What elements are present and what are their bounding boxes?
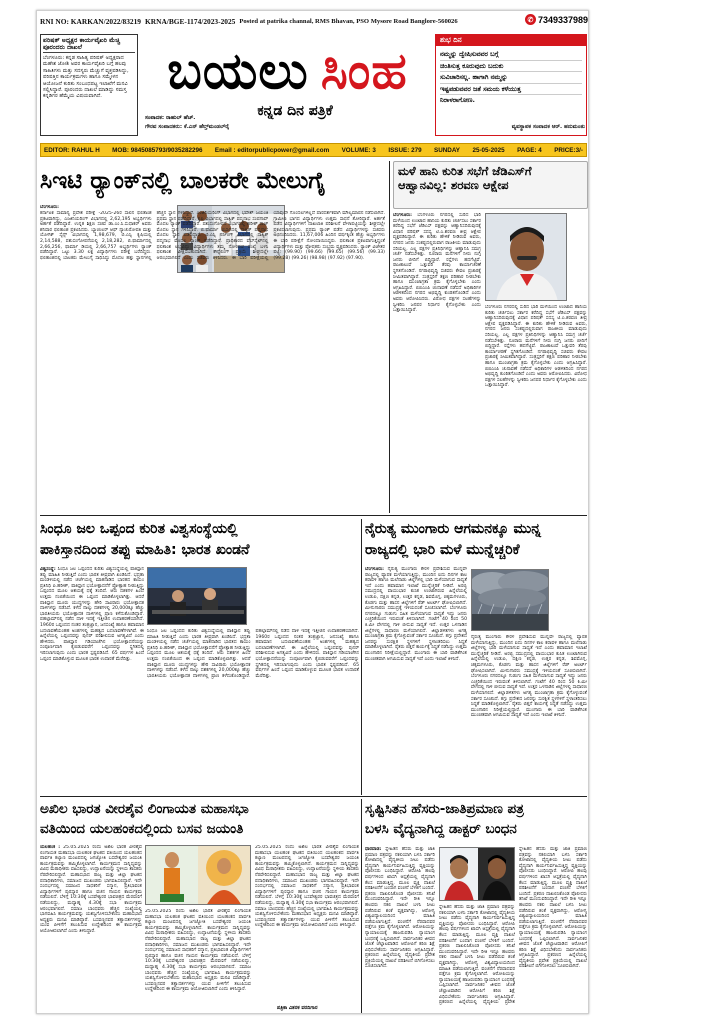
thought-line: ಚಿಂತಿಸುತ್ತ ಕೂರುವುದು ಬದುಕು: [440, 61, 582, 73]
newspaper-logo: [145, 39, 430, 105]
logo-word-red: ಸಿಂಹ: [320, 42, 408, 101]
jds-story-text: ಬೆಂಗಳೂರು ನಗರದಲ್ಲಿ ಸುರಿದ ಭಾರಿ ಮಳೆಯಿಂದ ಉಂಟಾದ ಹಾನಿಯ ಕುರಿತು ಚರ್ಚಿಸಲು ಸರ್ಕಾರ ಕರೆದಿದ್ದ ಸಭೆಗೆ ಜೆಡಿಎಸ್ ಪಕ್ಷವನ್ನು ಆಹ್ವಾನಿಸದಿರುವುದಕ್ಕೆ ವಿಧಾನ ಪರಿಷತ್ ಸದಸ್ಯ ಟಿ.ಎ.ಶರವಣ ತೀವ್ರ ಆಕ್ಷೇಪ ವ್ಯಕ್ತಪಡಿಸಿದ್ದಾರೆ. ಈ ಕುರಿತು ಹೇಳಿಕೆ ನೀಡಿರುವ ಅವರು, ನಗರದ ಜನರು ಸಂಕಷ್ಟದಲ್ಲಿರುವಾಗ ರಾಜಕೀಯ ಮಾಡುವುದು ಸರಿಯಲ್ಲ. ಎಲ್ಲ ಪಕ್ಷಗಳ ಪ್ರತಿನಿಧಿಗಳನ್ನು ಆಹ್ವಾನಿಸಿ ಸಮಗ್ರ ಚರ್ಚೆ ನಡೆಸಬೇಕಿತ್ತು. ನೂರಾರು ಮನೆಗಳಿಗೆ ನೀರು ನುಗ್ಗಿ ಜನರು ಬೀದಿಗೆ ಬಿದ್ದಿದ್ದಾರೆ. ರಸ್ತೆಗಳು ಹದಗೆಟ್ಟಿವೆ. ರಾಜಕಾಲುವೆ ಒತ್ತುವರಿ ತೆರವು ಕಾರ್ಯಾಚರಣೆ ಸ್ಥಗಿತಗೊಂಡಿದೆ. ನಗರಾಭಿವೃದ್ಧಿ ಸಚಿವರು ಕೇವಲ ಪ್ರಚಾರಕ್ಕೆ ಸೀಮಿತವಾಗಿದ್ದಾರೆ. ಸಂತ್ರಸ್ತರಿಗೆ ತಕ್ಷಣ ಪರಿಹಾರ ನೀಡಬೇಕು ಹಾಗೂ ಮುಂಜಾಗ್ರತಾ ಕ್ರಮ ಕೈಗೊಳ್ಳಬೇಕು ಎಂದು ಆಗ್ರಹಿಸಿದ್ದಾರೆ. ಬಿಬಿಎಂಪಿ ಚುನಾವಣೆ ನಡೆಸದೆ ಅಧಿಕಾರಿಗಳ ಆಡಳಿತದಿಂದ ನಗರದ ಅಭಿವೃದ್ಧಿ ಕುಂಠಿತಗೊಂಡಿದೆ ಎಂದು ಅವರು ಆರೋಪಿಸಿದರು. ವಿರೋಧ ಪಕ್ಷಗಳ ಸಲಹೆಗಳನ್ನು ಸ್ವೀಕರಿಸಿ ಜನಪರ ನಿರ್ಧಾರ ಕೈಗೊಳ್ಳಬೇಕು ಎಂದು ಒತ್ತಾಯಿಸಿದ್ದಾರೆ.: [393, 213, 481, 314]
honorary-editor: ಗೌರವ ಸಂಪಾದಕರು: ಕೆ.ಎನ್ ಹೆಲ್ತ್‌ಮಂಡಲ್‌ರೈ: [145, 124, 230, 130]
cet-dateline: ಬೆಂಗಳೂರು:: [40, 205, 59, 210]
basava-story-text-cont: 25.05.2025 ರಂದು ಅಖಿಲ ಭಾರತ ವೀರಶೈವ ಲಿಂಗಾಯತ ಮಹಾಸಭಾ ಯಲಹಂಕ ಘಟಕದ ವತಿಯಿಂದ ಯಲಹಂಕದ ಪಾರ್ವತಿ ಕಲ್ಯಾಣ ಮಂಟಪದಲ್ಲಿ ಜಗಜ್ಯೋತಿ ಬಸವೇಶ್ವರರ ಜಯಂತಿ ಕಾರ್ಯಕ್ರಮವನ್ನು ಹಮ್ಮಿಕೊಳ್ಳಲಾಗಿದೆ. ಕಾರ್ಯಕ್ರಮದ ಸಾನ್ನಿಧ್ಯವನ್ನು ವಿವಿಧ ಮಠಾಧೀಶರು ವಹಿಸಲಿದ್ದು, ಉದ್ಘಾಟನೆಯನ್ನು ಸ್ಥಳೀಯ ಶಾಸಕರು ನೆರವೇರಿಸಲಿದ್ದಾರೆ. ಮಹಾಸಭಾದ ರಾಜ್ಯ ಮತ್ತು ಜಿಲ್ಲಾ ಘಟಕದ ಪದಾಧಿಕಾರಿಗಳು, ಸಮಾಜದ ಮುಖಂಡರು ಭಾಗವಹಿಸಲಿದ್ದಾರೆ. ಇದೇ ಸಂದರ್ಭದಲ್ಲಿ ಸಮಾಜದ ಸಾಧಕರಿಗೆ ಸನ್ಮಾನ, ಪ್ರತಿಭಾವಂತ ವಿದ್ಯಾರ್ಥಿಗಳಿಗೆ ಪುರಸ್ಕಾರ ಹಾಗೂ ವಚನ ಗಾಯನ ಕಾರ್ಯಕ್ರಮ ನಡೆಯಲಿದೆ. ಬೆಳಿಗ್ಗೆ 10:30ಕ್ಕೆ ಬಸವೇಶ್ವರರ ಭಾವಚಿತ್ರದ ಮೆರವಣಿಗೆ ನಡೆಯಲಿದ್ದು, ಮಧ್ಯಾಹ್ನ 4.30ಕ್ಕೆ ಸಭಾ ಕಾರ್ಯಕ್ರಮ ಆರಂಭವಾಗಲಿದೆ. ಸಮಾಜ ಬಾಂಧವರು ಹೆಚ್ಚಿನ ಸಂಖ್ಯೆಯಲ್ಲಿ ಭಾಗವಹಿಸಿ ಕಾರ್ಯಕ್ರಮವನ್ನು ಯಶಸ್ವಿಗೊಳಿಸಬೇಕೆಂದು ಮಹಾಸಭಾದ ಅಧ್ಯಕ್ಷರು ಮನವಿ ಮಾಡಿದ್ದಾರೆ. ಬಸವಣ್ಣನವರ ತತ್ವಾದರ್ಶಗಳನ್ನು ಯುವ ಪೀಳಿಗೆಗೆ ತಲುಪಿಸುವ ಉದ್ದೇಶದಿಂದ ಈ ಕಾರ್ಯಕ್ರಮ ಆಯೋಜಿಸಲಾಗಿದೆ ಎಂದು ತಿಳಿಸಿದ್ದಾರೆ.: [145, 909, 251, 993]
cet-story-text: ಕರ್ನಾಟಕ ಸಾಮಾನ್ಯ ಪ್ರವೇಶ ಪರೀಕ್ಷೆ -2025-26ರ ಸಾಲಿನ ಫಲಿತಾಂಶ ಪ್ರಕಟವಾಗಿದ್ದು, ಎಂಜಿನಿಯರಿಂಗ್ ವಿಭಾಗದಲ್ಲಿ 2,62,195 ಅಭ್ಯರ್ಥಿಗಳು ಅರ್ಹತೆ ಪಡೆದಿದ್ದಾರೆ. ಉನ್ನತ ಶಿಕ್ಷಣ ಸಚಿವ ಡಾ.ಎಂ.ಸಿ.ಸುಧಾಕರ್ ಅವರು ಶನಿವಾರ ಫಲಿತಾಂಶ ಪ್ರಕಟಿಸಿದರು. ಬ್ಯಾಚುಲರ್ ಆಫ್ ನ್ಯಾಚುರೋಪತಿ ಮತ್ತು ಯೋಗಿಕ್ ಸೈನ್ಸ್ ವಿಭಾಗದಲ್ಲಿ 1,98,679, ಬಿ.ಎಸ್ಸಿ ಕೃಷಿಯಲ್ಲಿ 2,14,588, ಪಶುಸಂಗೋಪನೆಯಲ್ಲಿ 2,18,282, ಬಿ.ಫಾರ್ಮಾದಲ್ಲಿ 2,66,256, ಫಾರ್ಮಾ ಡಿಯಲ್ಲಿ 2,66,757 ಅಭ್ಯರ್ಥಿಗಳು ರ್‍ಯಾಂಕ್ ಪಡೆದಿದ್ದಾರೆ. ಒಟ್ಟು 3.30 ಲಕ್ಷ ವಿದ್ಯಾರ್ಥಿಗಳು ಪರೀಕ್ಷೆ ಬರೆದಿದ್ದರು. ಫಲಿತಾಂಶದಲ್ಲಿ ಬಾಲಕರು ಮೇಲುಗೈ ಸಾಧಿಸಿದ್ದು ಮೊದಲ ಹತ್ತು ಸ್ಥಾನಗಳಲ್ಲಿ ಹೆಚ್ಚಿನ ಸ್ಥಾನ ಗಳಿಸಿದ್ದಾರೆ. ಎಂಜಿನಿಯರಿಂಗ್ ವಿಭಾಗದಲ್ಲಿ ಭವೇಶ್ ಜಯಂತಿ ಪ್ರಥಮ ಸ್ಥಾನ ಪಡೆದಿದ್ದಾರೆ. ಕೃಷಿ ವಿಭಾಗದಲ್ಲಿ ಸಾತ್ವಿಕ್ ಪದ್ಮನಾಭ ಸಂಪಗಾವ್ ಮೊದಲ ರ್‍ಯಾಂಕ್ ಪಡೆದಿದ್ದಾರೆ. ಪಶುಸಂಗೋಪನೆ ವಿಭಾಗದಲ್ಲಿ ಹರೀಶ್ ರಾಜ್ ಮೊದಲ ಸ್ಥಾನ ಗಳಿಸಿದ್ದಾರೆ. ಬಿ.ಫಾರ್ಮಾ ವಿಭಾಗದಲ್ಲಿ ಸಾತ್ವಿಕ್ ಪದ್ಮನಾಭ ಮೊದಲ ಸ್ಥಾನ ಪಡೆದಿದ್ದಾರೆ. ಬಿ.ಎಸ್ಸಿ ನರ್ಸಿಂಗ್ ವಿಭಾಗದಲ್ಲಿ ಸಾತ್ವಿಕ್ ಪದ್ಮನಾಭ ಮೊದಲ ರ್‍ಯಾಂಕ್ ಪಡೆದಿದ್ದಾರೆ. ಪ್ರಾಧಿಕಾರದ ವೆಬ್‌ಸೈಟ್‌ನಲ್ಲಿ ಫಲಿತಾಂಶ ಲಭ್ಯವಿದ್ದು ವಿದ್ಯಾರ್ಥಿಗಳು ತಮ್ಮ ನೋಂದಣಿ ಸಂಖ್ಯೆ ಬಳಸಿ ಫಲಿತಾಂಶ ವೀಕ್ಷಿಸಬಹುದಾಗಿದೆ. ಕೌನ್ಸೆಲಿಂಗ್ ಪ್ರಕ್ರಿಯೆ ಶೀಘ್ರದಲ್ಲೇ ಆರಂಭವಾಗಲಿದೆ ಎಂದು ಸಚಿವರು ತಿಳಿಸಿದರು. ಈ ಬಾರಿ ಪರೀಕ್ಷೆಯಲ್ಲಿ ಯಾವುದೇ ಗೊಂದಲಗಳಿಲ್ಲದೆ ಪಾರದರ್ಶಕವಾಗಿ ಮೌಲ್ಯಮಾಪನ ನಡೆಸಲಾಗಿದೆ. ಗ್ರಾಮೀಣ ಭಾಗದ ವಿದ್ಯಾರ್ಥಿಗಳು ಉತ್ತಮ ಸಾಧನೆ ತೋರಿದ್ದಾರೆ. ಅರ್ಹತೆ ಪಡೆದ ವಿದ್ಯಾರ್ಥಿಗಳಿಗೆ ದಾಖಲಾತಿ ಪರಿಶೀಲನೆ ವೇಳಾಪಟ್ಟಿಯನ್ನು ಶೀಘ್ರದಲ್ಲೇ ಪ್ರಕಟಿಸಲಾಗುವುದು. ಪ್ರಥಮ ರ್‍ಯಾಂಕ್ ಪಡೆದ ವಿದ್ಯಾರ್ಥಿಗಳನ್ನು ಸಚಿವರು ಅಭಿನಂದಿಸಿದರು. 11,67,006 ಹಿಂದಿನ ವರ್ಷಕ್ಕಿಂತ ಹೆಚ್ಚು ಅಭ್ಯರ್ಥಿಗಳು ಈ ಬಾರಿ ಪರೀಕ್ಷೆಗೆ ನೋಂದಾಯಿಸಿದ್ದರು. ಫಲಿತಾಂಶ ಪ್ರಕಟವಾಗುತ್ತಿದ್ದಂತೆ ವಿದ್ಯಾರ್ಥಿಗಳು ಮತ್ತು ಪೋಷಕರು ಸಂಭ್ರಮ ವ್ಯಕ್ತಪಡಿಸಿದರು. ರ್‍ಯಾಂಕ್ ವಿಜೇತರ ಪಟ್ಟಿ: (99.90) (99.66) (99.65) (99.56) (99.33) (99.28) (99.26) (98.98) (97.92) (97.90).: [40, 211, 385, 261]
top-strip: [37, 11, 589, 31]
rain-photo: [471, 569, 549, 631]
left-ear-box: [40, 34, 138, 136]
basava-headline: [40, 799, 358, 841]
masthead: [37, 31, 589, 141]
page-number: PAGE: 4: [517, 146, 542, 154]
indus-story-right: [147, 629, 359, 793]
issue-date: 25-05-2025: [472, 146, 505, 154]
doctor-story-mid: [439, 905, 515, 1013]
monsoon-dateline: ಬೆಂಗಳೂರು:: [365, 567, 384, 572]
managing-editor: ವ್ಯವಸ್ಥಾಪಕ ಸಂಪಾದಕ ಆರ್. ಹನುಮಂತು: [511, 124, 585, 130]
sharavana-photo: [485, 213, 567, 301]
rain-clouds-graphic: [472, 570, 549, 631]
left-ear-title: ಪರಿಷತ್ ಅಧ್ಯಕ್ಷರ ಕಾರ್ಯವೈಖರಿ ಮೆಚ್ಚಿ ಪೂರಂದರು ದಾಖಲೆ: [43, 37, 135, 53]
thought-box-title: ಶುಭ ದಿನ: [436, 35, 586, 46]
jds-story-text-cont: ಬೆಂಗಳೂರು ನಗರದಲ್ಲಿ ಸುರಿದ ಭಾರಿ ಮಳೆಯಿಂದ ಉಂಟಾದ ಹಾನಿಯ ಕುರಿತು ಚರ್ಚಿಸಲು ಸರ್ಕಾರ ಕರೆದಿದ್ದ ಸಭೆಗೆ ಜೆಡಿಎಸ್ ಪಕ್ಷವನ್ನು ಆಹ್ವಾನಿಸದಿರುವುದಕ್ಕೆ ವಿಧಾನ ಪರಿಷತ್ ಸದಸ್ಯ ಟಿ.ಎ.ಶರವಣ ತೀವ್ರ ಆಕ್ಷೇಪ ವ್ಯಕ್ತಪಡಿಸಿದ್ದಾರೆ. ಈ ಕುರಿತು ಹೇಳಿಕೆ ನೀಡಿರುವ ಅವರು, ನಗರದ ಜನರು ಸಂಕಷ್ಟದಲ್ಲಿರುವಾಗ ರಾಜಕೀಯ ಮಾಡುವುದು ಸರಿಯಲ್ಲ. ಎಲ್ಲ ಪಕ್ಷಗಳ ಪ್ರತಿನಿಧಿಗಳನ್ನು ಆಹ್ವಾನಿಸಿ ಸಮಗ್ರ ಚರ್ಚೆ ನಡೆಸಬೇಕಿತ್ತು. ನೂರಾರು ಮನೆಗಳಿಗೆ ನೀರು ನುಗ್ಗಿ ಜನರು ಬೀದಿಗೆ ಬಿದ್ದಿದ್ದಾರೆ. ರಸ್ತೆಗಳು ಹದಗೆಟ್ಟಿವೆ. ರಾಜಕಾಲುವೆ ಒತ್ತುವರಿ ತೆರವು ಕಾರ್ಯಾಚರಣೆ ಸ್ಥಗಿತಗೊಂಡಿದೆ. ನಗರಾಭಿವೃದ್ಧಿ ಸಚಿವರು ಕೇವಲ ಪ್ರಚಾರಕ್ಕೆ ಸೀಮಿತವಾಗಿದ್ದಾರೆ. ಸಂತ್ರಸ್ತರಿಗೆ ತಕ್ಷಣ ಪರಿಹಾರ ನೀಡಬೇಕು ಹಾಗೂ ಮುಂಜಾಗ್ರತಾ ಕ್ರಮ ಕೈಗೊಳ್ಳಬೇಕು ಎಂದು ಆಗ್ರಹಿಸಿದ್ದಾರೆ. ಬಿಬಿಎಂಪಿ ಚುನಾವಣೆ ನಡೆಸದೆ ಅಧಿಕಾರಿಗಳ ಆಡಳಿತದಿಂದ ನಗರದ ಅಭಿವೃದ್ಧಿ ಕುಂಠಿತಗೊಂಡಿದೆ ಎಂದು ಅವರು ಆರೋಪಿಸಿದರು. ವಿರೋಧ ಪಕ್ಷಗಳ ಸಲಹೆಗಳನ್ನು ಸ್ವೀಕರಿಸಿ ಜನಪರ ನಿರ್ಧಾರ ಕೈಗೊಳ್ಳಬೇಕು ಎಂದು ಒತ್ತಾಯಿಸಿದ್ದಾರೆ.: [485, 305, 587, 389]
indus-story-text-cont: ಸಿಂಧೂ ಜಲ ಒಪ್ಪಂದದ ಕುರಿತು ವಿಶ್ವಸಂಸ್ಥೆಯಲ್ಲಿ ಪಾಕಿಸ್ತಾನ ತಪ್ಪು ಮಾಹಿತಿ ನೀಡುತ್ತಿದೆ ಎಂದು ಭಾರತ ತೀವ್ರವಾಗಿ ಖಂಡಿಸಿದೆ. ಭದ್ರತಾ ಮಂಡಳಿಯಲ್ಲಿ ನಡೆದ ಚರ್ಚೆಯಲ್ಲಿ ಮಾತನಾಡಿದ ಭಾರತದ ಕಾಯಂ ಪ್ರತಿನಿಧಿ ಪಿ.ಹರೀಶ್, ಪಾಕಿಸ್ತಾನ ಭಯೋತ್ಪಾದನೆಗೆ ಪ್ರೋತ್ಸಾಹ ನೀಡುತ್ತಿದ್ದು ಒಪ್ಪಂದದ ಮೂಲ ಆಶಯಕ್ಕೆ ಧಕ್ಕೆ ತಂದಿದೆ. ಆರು ದಶಕಗಳ ಹಿಂದೆ ಉತ್ತಮ ನಂಬಿಕೆಯಿಂದ ಈ ಒಪ್ಪಂದ ಮಾಡಿಕೊಳ್ಳಲಾಗಿತ್ತು. ಆದರೆ ಪಾಕಿಸ್ತಾನ ಮೂರು ಯುದ್ಧಗಳನ್ನು ಹೇರಿ ಸಾವಿರಾರು ಭಯೋತ್ಪಾದಕ ದಾಳಿಗಳನ್ನು ನಡೆಸಿದೆ. ಕಳೆದ ನಾಲ್ಕು ದಶಕಗಳಲ್ಲಿ 20,000ಕ್ಕೂ ಹೆಚ್ಚು ಭಾರತೀಯರು ಭಯೋತ್ಪಾದಕ ದಾಳಿಗಳಲ್ಲಿ ಪ್ರಾಣ ಕಳೆದುಕೊಂಡಿದ್ದಾರೆ. ಪಹಲ್ಗಾಮ್‌ನಲ್ಲಿ ನಡೆದ ದಾಳಿ ಇದಕ್ಕೆ ಇತ್ತೀಚಿನ ಉದಾಹರಣೆಯಾಗಿದೆ. 1960ರ ಒಪ್ಪಂದದ ನಂತರ ತಂತ್ರಜ್ಞಾನ, ಜನಸಂಖ್ಯೆ ಹಾಗೂ ಹವಾಮಾನ ಬದಲಾವಣೆಯಂತಹ ಅಂಶಗಳಲ್ಲಿ ಮಹತ್ವದ ಬದಲಾವಣೆಗಳಾಗಿವೆ. ಈ ಹಿನ್ನೆಲೆಯಲ್ಲಿ ಒಪ್ಪಂದವನ್ನು ಪುನರ್ ಪರಿಶೀಲಿಸುವ ಅಗತ್ಯವಿದೆ ಎಂದು ಹೇಳಿದರು. ಪಾಕಿಸ್ತಾನ ಗಡಿಯಾಚೆಗಿನ ಭಯೋತ್ಪಾದನೆಯನ್ನು ಸಂಪೂರ್ಣವಾಗಿ ಕೈಬಿಡುವವರೆಗೆ ಒಪ್ಪಂದವನ್ನು ಸ್ಥಗಿತದಲ್ಲಿ ಇರಿಸಲಾಗುವುದು ಎಂದು ಭಾರತ ಸ್ಪಷ್ಟಪಡಿಸಿದೆ. 65 ವರ್ಷಗಳ ಹಿಂದೆ ಒಪ್ಪಂದ ಮಾಡಿಕೊಳ್ಳುವ ಮೂಲಕ ಭಾರತ ಉದಾರತೆ ಮೆರೆದಿತ್ತು.: [147, 629, 359, 679]
section-divider: [40, 796, 587, 797]
left-ear-text: ಬೆಂಗಳೂರು: ಕನ್ನಡ ಸಾಹಿತ್ಯ ಪರಿಷತ್ ಅಧ್ಯಕ್ಷರಾದ ಮಹೇಶ ಜೋಶಿ ಅವರ ಕಾರ್ಯವೈಖರಿ ಬಗ್ಗೆ ಹಲವು ಸಾಹಿತಿಗಳು ಮತ್ತು ಸದಸ್ಯರು ಮೆಚ್ಚುಗೆ ವ್ಯಕ್ತಪಡಿಸಿದ್ದು, ಪರಿಷತ್ತಿನ ಕಾರ್ಯಕ್ರಮಗಳು ಹಾಗೂ ಸಮ್ಮೇಳನ ಆಯೋಜನೆ ಕುರಿತು ಸಂಬಂಧಪಟ್ಟ ಇಲಾಖೆಗೆ ಮನವಿ ಸಲ್ಲಿಸಿದ್ದಾರೆ. ಪೂರಂದರು ದಾಖಲೆ ಮಾಡಿದ್ದು ಸಮಸ್ತ ಕನ್ನಡಿಗರ ಹೆಮ್ಮೆಯ ವಿಷಯವಾಗಿದೆ.: [43, 55, 129, 100]
volume: VOLUME: 3: [341, 146, 376, 154]
doctor-story-left: [365, 847, 435, 1013]
doctor-story-right: [519, 847, 587, 1013]
weekday: SUNDAY: [434, 146, 461, 154]
monsoon-story-text-cont: ನೈರುತ್ಯ ಮುಂಗಾರು ಕೇರಳ ಪ್ರವೇಶಿಸುವ ಮುನ್ನವೇ ರಾಜ್ಯದಲ್ಲಿ ವ್ಯಾಪಕ ಮಳೆಯಾಗುತ್ತಿದ್ದು, ಮುಂದಿನ ಐದು ದಿನಗಳ ಕಾಲ ಕರಾವಳಿ ಹಾಗೂ ಮಲೆನಾಡು ಜಿಲ್ಲೆಗಳಲ್ಲಿ ಭಾರಿ ಮಳೆಯಾಗುವ ಸಾಧ್ಯತೆ ಇದೆ ಎಂದು ಹವಾಮಾನ ಇಲಾಖೆ ಮುನ್ನೆಚ್ಚರಿಕೆ ನೀಡಿದೆ. ಅರಬ್ಬಿ ಸಮುದ್ರದಲ್ಲಿ ವಾಯುಭಾರ ಕುಸಿತ ಉಂಟಾಗಿರುವ ಹಿನ್ನೆಲೆಯಲ್ಲಿ ಉಡುಪಿ, ದಕ್ಷಿಣ ಕನ್ನಡ, ಉತ್ತರ ಕನ್ನಡ, ಶಿವಮೊಗ್ಗ, ಚಿಕ್ಕಮಗಳೂರು, ಕೊಡಗು ಮತ್ತು ಹಾಸನ ಜಿಲ್ಲೆಗಳಿಗೆ ರೆಡ್ ಅಲರ್ಟ್ ಘೋಷಿಸಲಾಗಿದೆ. ಮೀನುಗಾರರು ಸಮುದ್ರಕ್ಕೆ ಇಳಿಯದಂತೆ ಸೂಚಿಸಲಾಗಿದೆ. ಬೆಂಗಳೂರು ನಗರದಲ್ಲೂ ಗುಡುಗು ಸಹಿತ ಮಳೆಯಾಗುವ ಸಾಧ್ಯತೆ ಇದ್ದು ಜನರು ಎಚ್ಚರಿಕೆಯಿಂದ ಇರುವಂತೆ ತಿಳಿಸಲಾಗಿದೆ. ಗಂಟೆಗೆ 40 ರಿಂದ 50 ಕಿ.ಮೀ ವೇಗದಲ್ಲಿ ಗಾಳಿ ಬೀಸುವ ಸಾಧ್ಯತೆ ಇದೆ. ಉತ್ತರ ಒಳನಾಡಿನ ಜಿಲ್ಲೆಗಳಲ್ಲಿ ಸಾಧಾರಣ ಮಳೆಯಾಗಲಿದೆ. ಜಿಲ್ಲಾಡಳಿತಗಳು ಅಗತ್ಯ ಮುಂಜಾಗ್ರತಾ ಕ್ರಮ ಕೈಗೊಳ್ಳುವಂತೆ ಸರ್ಕಾರ ಸೂಚಿಸಿದೆ. ತಗ್ಗು ಪ್ರದೇಶದ ಜನರನ್ನು ಸುರಕ್ಷಿತ ಸ್ಥಳಗಳಿಗೆ ಸ್ಥಳಾಂತರಿಸಲು ಸಿದ್ಧತೆ ಮಾಡಿಕೊಳ್ಳಲಾಗಿದೆ. ರೈತರು ಬಿತ್ತನೆ ಕಾರ್ಯಕ್ಕೆ ಸಿದ್ಧತೆ ನಡೆಸಿದ್ದು ಉತ್ತಮ ಮುಂಗಾರಿನ ನಿರೀಕ್ಷೆಯಲ್ಲಿದ್ದಾರೆ. ಮುಂಗಾರು ಈ ಬಾರಿ ವಾಡಿಕೆಗಿಂತ ಮುಂಚಿತವಾಗಿ ಆಗಮಿಸುವ ಸಾಧ್ಯತೆ ಇದೆ ಎಂದು ಇಲಾಖೆ ತಿಳಿಸಿದೆ.: [471, 635, 587, 719]
accused-photos: [439, 847, 515, 901]
doctor-story-text-cont2: ಸ್ನೇಹಿತನ ಹೆಸರು ಮತ್ತು ಜಾತಿ ಪ್ರಮಾಣ ಪತ್ರವನ್ನು ನಕಲಿಯಾಗಿ ಬಳಸಿ ಸರ್ಕಾರಿ ಕೋಟಾದಲ್ಲಿ ವೈದ್ಯಕೀಯ ಸೀಟು ಪಡೆದು ವೈದ್ಯನಾಗಿ ಕಾರ್ಯನಿರ್ವಹಿಸುತ್ತಿದ್ದ ವ್ಯಕ್ತಿಯನ್ನು ಪೊಲೀಸರು ಬಂಧಿಸಿದ್ದಾರೆ. ಆರೋಪಿ ಹಲವು ವರ್ಷಗಳಿಂದ ಖಾಸಗಿ ಆಸ್ಪತ್ರೆಯಲ್ಲಿ ವೈದ್ಯನಾಗಿ ಕೆಲಸ ಮಾಡುತ್ತಿದ್ದ. ಮೂಲ ವ್ಯಕ್ತಿ ದಾಖಲೆ ಪರಿಶೀಲನೆಗೆ ಬಂದಾಗ ವಂಚನೆ ಬೆಳಕಿಗೆ ಬಂದಿದೆ. ಪ್ರಕರಣ ದಾಖಲಿಸಿಕೊಂಡ ಪೊಲೀಸರು ತನಿಖೆ ಮುಂದುವರಿಸಿದ್ದಾರೆ. ಇದೇ ರೀತಿ ಇನ್ನೂ ಹಲವರು ನಕಲಿ ದಾಖಲೆ ಬಳಸಿ ಸೀಟು ಪಡೆದಿರುವ ಶಂಕೆ ವ್ಯಕ್ತವಾಗಿದ್ದು, ಆರೋಗ್ಯ ವಿಶ್ವವಿದ್ಯಾಲಯದಿಂದ ಮಾಹಿತಿ ಪಡೆಯಲಾಗುತ್ತಿದೆ. ವಂಚನೆಗೆ ನೆರವಾದವರ ಪತ್ತೆಗೂ ಕ್ರಮ ಕೈಗೊಳ್ಳಲಾಗಿದೆ. ಆರೋಪಿಯನ್ನು ನ್ಯಾಯಾಲಯಕ್ಕೆ ಹಾಜರುಪಡಿಸಿ ನ್ಯಾಯಾಂಗ ಬಂಧನಕ್ಕೆ ಒಪ್ಪಿಸಲಾಗಿದೆ. ಸಾರ್ವಜನಿಕರ ಜೀವದ ಜೊತೆ ಚೆಲ್ಲಾಟವಾಡಿದ ಆರೋಪಿಗೆ ಕಠಿಣ ಶಿಕ್ಷೆ ವಿಧಿಸಬೇಕೆಂದು ಸಾರ್ವಜನಿಕರು ಆಗ್ರಹಿಸಿದ್ದಾರೆ. ಪ್ರಕರಣದ ಹಿನ್ನೆಲೆಯಲ್ಲಿ ವೈದ್ಯಕೀಯ ಪ್ರವೇಶ ಪ್ರಕ್ರಿಯೆಯಲ್ಲಿ ದಾಖಲೆ ಪರಿಶೀಲನೆ ಬಿಗಿಗೊಳಿಸಲು ಸೂಚಿಸಲಾಗಿದೆ.: [519, 847, 587, 970]
doctor-story-text-cont: ಸ್ನೇಹಿತನ ಹೆಸರು ಮತ್ತು ಜಾತಿ ಪ್ರಮಾಣ ಪತ್ರವನ್ನು ನಕಲಿಯಾಗಿ ಬಳಸಿ ಸರ್ಕಾರಿ ಕೋಟಾದಲ್ಲಿ ವೈದ್ಯಕೀಯ ಸೀಟು ಪಡೆದು ವೈದ್ಯನಾಗಿ ಕಾರ್ಯನಿರ್ವಹಿಸುತ್ತಿದ್ದ ವ್ಯಕ್ತಿಯನ್ನು ಪೊಲೀಸರು ಬಂಧಿಸಿದ್ದಾರೆ. ಆರೋಪಿ ಹಲವು ವರ್ಷಗಳಿಂದ ಖಾಸಗಿ ಆಸ್ಪತ್ರೆಯಲ್ಲಿ ವೈದ್ಯನಾಗಿ ಕೆಲಸ ಮಾಡುತ್ತಿದ್ದ. ಮೂಲ ವ್ಯಕ್ತಿ ದಾಖಲೆ ಪರಿಶೀಲನೆಗೆ ಬಂದಾಗ ವಂಚನೆ ಬೆಳಕಿಗೆ ಬಂದಿದೆ. ಪ್ರಕರಣ ದಾಖಲಿಸಿಕೊಂಡ ಪೊಲೀಸರು ತನಿಖೆ ಮುಂದುವರಿಸಿದ್ದಾರೆ. ಇದೇ ರೀತಿ ಇನ್ನೂ ಹಲವರು ನಕಲಿ ದಾಖಲೆ ಬಳಸಿ ಸೀಟು ಪಡೆದಿರುವ ಶಂಕೆ ವ್ಯಕ್ತವಾಗಿದ್ದು, ಆರೋಗ್ಯ ವಿಶ್ವವಿದ್ಯಾಲಯದಿಂದ ಮಾಹಿತಿ ಪಡೆಯಲಾಗುತ್ತಿದೆ. ವಂಚನೆಗೆ ನೆರವಾದವರ ಪತ್ತೆಗೂ ಕ್ರಮ ಕೈಗೊಳ್ಳಲಾಗಿದೆ. ಆರೋಪಿಯನ್ನು ನ್ಯಾಯಾಲಯಕ್ಕೆ ಹಾಜರುಪಡಿಸಿ ನ್ಯಾಯಾಂಗ ಬಂಧನಕ್ಕೆ ಒಪ್ಪಿಸಲಾಗಿದೆ. ಸಾರ್ವಜನಿಕರ ಜೀವದ ಜೊತೆ ಚೆಲ್ಲಾಟವಾಡಿದ ಆರೋಪಿಗೆ ಕಠಿಣ ಶಿಕ್ಷೆ ವಿಧಿಸಬೇಕೆಂದು ಸಾರ್ವಜನಿಕರು ಆಗ್ರಹಿಸಿದ್ದಾರೆ. ಪ್ರಕರಣದ ಹಿನ್ನೆಲೆಯಲ್ಲಿ ವೈದ್ಯಕೀಯ ಪ್ರವೇಶ: [439, 905, 515, 1006]
mobile-numbers: MOB: 9845085793/9035282296: [112, 146, 203, 154]
basava-story-left: [40, 845, 142, 1013]
thought-box: [435, 34, 587, 136]
basava-story-text: 25.05.2025 ರಂದು ಅಖಿಲ ಭಾರತ ವೀರಶೈವ ಲಿಂಗಾಯತ ಮಹಾಸಭಾ ಯಲಹಂಕ ಘಟಕದ ವತಿಯಿಂದ ಯಲಹಂಕದ ಪಾರ್ವತಿ ಕಲ್ಯಾಣ ಮಂಟಪದಲ್ಲಿ ಜಗಜ್ಯೋತಿ ಬಸವೇಶ್ವರರ ಜಯಂತಿ ಕಾರ್ಯಕ್ರಮವನ್ನು ಹಮ್ಮಿಕೊಳ್ಳಲಾಗಿದೆ. ಕಾರ್ಯಕ್ರಮದ ಸಾನ್ನಿಧ್ಯವನ್ನು ವಿವಿಧ ಮಠಾಧೀಶರು ವಹಿಸಲಿದ್ದು, ಉದ್ಘಾಟನೆಯನ್ನು ಸ್ಥಳೀಯ ಶಾಸಕರು ನೆರವೇರಿಸಲಿದ್ದಾರೆ. ಮಹಾಸಭಾದ ರಾಜ್ಯ ಮತ್ತು ಜಿಲ್ಲಾ ಘಟಕದ ಪದಾಧಿಕಾರಿಗಳು, ಸಮಾಜದ ಮುಖಂಡರು ಭಾಗವಹಿಸಲಿದ್ದಾರೆ. ಇದೇ ಸಂದರ್ಭದಲ್ಲಿ ಸಮಾಜದ ಸಾಧಕರಿಗೆ ಸನ್ಮಾನ, ಪ್ರತಿಭಾವಂತ ವಿದ್ಯಾರ್ಥಿಗಳಿಗೆ ಪುರಸ್ಕಾರ ಹಾಗೂ ವಚನ ಗಾಯನ ಕಾರ್ಯಕ್ರಮ ನಡೆಯಲಿದೆ. ಬೆಳಿಗ್ಗೆ 10:30ಕ್ಕೆ ಬಸವೇಶ್ವರರ ಭಾವಚಿತ್ರದ ಮೆರವಣಿಗೆ ನಡೆಯಲಿದ್ದು, ಮಧ್ಯಾಹ್ನ 4.30ಕ್ಕೆ ಸಭಾ ಕಾರ್ಯಕ್ರಮ ಆರಂಭವಾಗಲಿದೆ. ಸಮಾಜ ಬಾಂಧವರು ಹೆಚ್ಚಿನ ಸಂಖ್ಯೆಯಲ್ಲಿ ಭಾಗವಹಿಸಿ ಕಾರ್ಯಕ್ರಮವನ್ನು ಯಶಸ್ವಿಗೊಳಿಸಬೇಕೆಂದು ಮಹಾಸಭಾದ ಅಧ್ಯಕ್ಷರು ಮನವಿ ಮಾಡಿದ್ದಾರೆ. ಬಸವಣ್ಣನವರ ತತ್ವಾದರ್ಶಗಳನ್ನು ಯುವ ಪೀಳಿಗೆಗೆ ತಲುಪಿಸುವ ಉದ್ದೇಶದಿಂದ ಈ ಕಾರ್ಯಕ್ರಮ ಆಯೋಜಿಸಲಾಗಿದೆ ಎಂದು ತಿಳಿಸಿದ್ದಾರೆ.: [40, 845, 142, 934]
indus-headline-line2: ಪಾಕಿಸ್ತಾನದಿಂದ ತಪ್ಪು ಮಾಹಿತಿ: ಭಾರತ ಖಂಡನೆ: [40, 542, 250, 558]
price: PRICE:3/-: [554, 146, 583, 154]
monsoon-headline-line1: ನೈರುತ್ಯ ಮುಂಗಾರು ಆಗಮನಕ್ಕೂ ಮುನ್ನ: [365, 521, 541, 537]
doctor-dateline: ಧಾರವಾಡ:: [365, 847, 382, 852]
thought-line: ಇಷ್ಟಪಡುವವರ ಜತೆ ಸಮಯ ಕಳೆಯುತ್ತ: [440, 84, 582, 96]
email-address: Email : editorpublicpower@gmail.com: [214, 146, 330, 154]
indus-headline: [40, 519, 358, 563]
thought-line: ಸುವಿಚಾರಿಸಲ್ಲ. ಹಾಗಾಗಿ ನಮ್ಮನ್ನು: [440, 72, 582, 84]
phone-icon: ✆: [525, 14, 536, 25]
monsoon-story-right: [471, 635, 587, 793]
indus-headline-line1: ಸಿಂಧೂ ಜಲ ಒಪ್ಪಂದ ಕುರಿತ ವಿಶ್ವಸಂಸ್ಥೆಯಲ್ಲಿ: [40, 521, 238, 537]
jds-headline: ಮಳೆ ಹಾನಿ ಕುರಿತ ಸಭೆಗೆ ಜೆಡಿಎಸ್‌ಗೆ ಆಹ್ವಾನವಿಲ್ಲ: ಶರವಣ ಆಕ್ಷೇಪ: [393, 161, 588, 209]
column-divider: [389, 161, 390, 513]
newspaper-page: [36, 10, 589, 1014]
jds-story-right: [485, 305, 587, 513]
thought-line: ನಮ್ಮನ್ನು ದ್ವೇಷಿಸುವವರ ಬಗ್ಗೆ: [440, 49, 582, 61]
basava-headline-line2: ವತಿಯಿಂದ ಯಲಹಂಕದಲ್ಲಿಂದು ಬಸವ ಜಯಂತಿ: [40, 821, 244, 837]
cet-headline: ಸಿಇಟಿ ರ್‍ಯಾಂಕ್‌ನಲ್ಲಿ ಬಾಲಕರೇ ಮೇಲುಗೈ: [40, 168, 326, 194]
monsoon-headline-line2: ರಾಜ್ಯದಲ್ಲಿ ಭಾರಿ ಮಳೆ ಮುನ್ನೆಚ್ಚರಿಕೆ: [365, 542, 520, 558]
accused-graphic: [440, 848, 515, 901]
un-council-photo: [147, 567, 247, 625]
editor-name: EDITOR: RAHUL H: [44, 146, 100, 154]
basava-dateline: ಯಲಹಂಕ :: [40, 845, 61, 850]
posting-info: Posted at patrika channal, RMS Bhavan, PSO Mysore Road Banglore-560026: [239, 17, 458, 25]
doctor-headline: [365, 799, 587, 841]
column-divider: [361, 519, 362, 795]
cet-story-body: [40, 211, 385, 511]
basava-story-right: [255, 845, 359, 1005]
monsoon-story-left: [365, 567, 467, 793]
logo-word-black: ಬಯಲು: [167, 42, 309, 101]
rni-number: RNI NO: KARKAN/2022/83219: [40, 16, 142, 26]
indus-story-left: [40, 567, 144, 793]
basava-graphic: [146, 846, 251, 905]
editor-credit: ಸಂಪಾದಕ: ರಾಹುಲ್ ಹೆಚ್.: [145, 115, 196, 121]
basava-byline: ಪತ್ರಿಕಾ ವಿತರಕ ವರದಿಗಾರ: [277, 1005, 318, 1011]
doctor-story-text: ಸ್ನೇಹಿತನ ಹೆಸರು ಮತ್ತು ಜಾತಿ ಪ್ರಮಾಣ ಪತ್ರವನ್ನು ನಕಲಿಯಾಗಿ ಬಳಸಿ ಸರ್ಕಾರಿ ಕೋಟಾದಲ್ಲಿ ವೈದ್ಯಕೀಯ ಸೀಟು ಪಡೆದು ವೈದ್ಯನಾಗಿ ಕಾರ್ಯನಿರ್ವಹಿಸುತ್ತಿದ್ದ ವ್ಯಕ್ತಿಯನ್ನು ಪೊಲೀಸರು ಬಂಧಿಸಿದ್ದಾರೆ. ಆರೋಪಿ ಹಲವು ವರ್ಷಗಳಿಂದ ಖಾಸಗಿ ಆಸ್ಪತ್ರೆಯಲ್ಲಿ ವೈದ್ಯನಾಗಿ ಕೆಲಸ ಮಾಡುತ್ತಿದ್ದ. ಮೂಲ ವ್ಯಕ್ತಿ ದಾಖಲೆ ಪರಿಶೀಲನೆಗೆ ಬಂದಾಗ ವಂಚನೆ ಬೆಳಕಿಗೆ ಬಂದಿದೆ. ಪ್ರಕರಣ ದಾಖಲಿಸಿಕೊಂಡ ಪೊಲೀಸರು ತನಿಖೆ ಮುಂದುವರಿಸಿದ್ದಾರೆ. ಇದೇ ರೀತಿ ಇನ್ನೂ ಹಲವರು ನಕಲಿ ದಾಖಲೆ ಬಳಸಿ ಸೀಟು ಪಡೆದಿರುವ ಶಂಕೆ ವ್ಯಕ್ತವಾಗಿದ್ದು, ಆರೋಗ್ಯ ವಿಶ್ವವಿದ್ಯಾಲಯದಿಂದ ಮಾಹಿತಿ ಪಡೆಯಲಾಗುತ್ತಿದೆ. ವಂಚನೆಗೆ ನೆರವಾದವರ ಪತ್ತೆಗೂ ಕ್ರಮ ಕೈಗೊಳ್ಳಲಾಗಿದೆ. ಆರೋಪಿಯನ್ನು ನ್ಯಾಯಾಲಯಕ್ಕೆ ಹಾಜರುಪಡಿಸಿ ನ್ಯಾಯಾಂಗ ಬಂಧನಕ್ಕೆ ಒಪ್ಪಿಸಲಾಗಿದೆ. ಸಾರ್ವಜನಿಕರ ಜೀವದ ಜೊತೆ ಚೆಲ್ಲಾಟವಾಡಿದ ಆರೋಪಿಗೆ ಕಠಿಣ ಶಿಕ್ಷೆ ವಿಧಿಸಬೇಕೆಂದು ಸಾರ್ವಜನಿಕರು ಆಗ್ರಹಿಸಿದ್ದಾರೆ. ಪ್ರಕರಣದ ಹಿನ್ನೆಲೆಯಲ್ಲಿ ವೈದ್ಯಕೀಯ ಪ್ರವೇಶ ಪ್ರಕ್ರಿಯೆಯಲ್ಲಿ ದಾಖಲೆ ಪರಿಶೀಲನೆ ಬಿಗಿಗೊಳಿಸಲು ಸೂಚಿಸಲಾಗಿದೆ.: [365, 847, 435, 970]
column-divider: [361, 799, 362, 1013]
tagline: ಕನ್ನಡ ದಿನ ಪತ್ರಿಕೆ: [257, 103, 333, 119]
basava-headline-line1: ಅಖಿಲ ಭಾರತ ವೀರಶೈವ ಲಿಂಗಾಯತ ಮಹಾಸಭಾ: [40, 801, 249, 817]
thought-box-body: [436, 46, 586, 109]
issue: ISSUE: 279: [388, 146, 422, 154]
monsoon-headline: [365, 519, 587, 563]
jds-story-left: [393, 213, 481, 513]
thought-line: ನಿರಾಳರಾಗೋಣ.: [440, 96, 475, 104]
jds-dateline: ಬೆಂಗಳೂರು:: [393, 213, 412, 218]
basava-photo: [145, 845, 251, 905]
krna-number: KRNA/BGE-1174/2023-2025: [145, 16, 236, 26]
section-divider: [40, 515, 587, 516]
phone-number: ✆ 7349337989: [525, 14, 588, 25]
sharavana-portrait: [486, 214, 567, 301]
indus-dateline: ವಿಶ್ವಸಂಸ್ಥೆ:: [40, 567, 56, 572]
un-council-graphic: [148, 568, 247, 625]
info-bar: [40, 143, 587, 157]
indus-story-text: ಸಿಂಧೂ ಜಲ ಒಪ್ಪಂದದ ಕುರಿತು ವಿಶ್ವಸಂಸ್ಥೆಯಲ್ಲಿ ಪಾಕಿಸ್ತಾನ ತಪ್ಪು ಮಾಹಿತಿ ನೀಡುತ್ತಿದೆ ಎಂದು ಭಾರತ ತೀವ್ರವಾಗಿ ಖಂಡಿಸಿದೆ. ಭದ್ರತಾ ಮಂಡಳಿಯಲ್ಲಿ ನಡೆದ ಚರ್ಚೆಯಲ್ಲಿ ಮಾತನಾಡಿದ ಭಾರತದ ಕಾಯಂ ಪ್ರತಿನಿಧಿ ಪಿ.ಹರೀಶ್, ಪಾಕಿಸ್ತಾನ ಭಯೋತ್ಪಾದನೆಗೆ ಪ್ರೋತ್ಸಾಹ ನೀಡುತ್ತಿದ್ದು ಒಪ್ಪಂದದ ಮೂಲ ಆಶಯಕ್ಕೆ ಧಕ್ಕೆ ತಂದಿದೆ. ಆರು ದಶಕಗಳ ಹಿಂದೆ ಉತ್ತಮ ನಂಬಿಕೆಯಿಂದ ಈ ಒಪ್ಪಂದ ಮಾಡಿಕೊಳ್ಳಲಾಗಿತ್ತು. ಆದರೆ ಪಾಕಿಸ್ತಾನ ಮೂರು ಯುದ್ಧಗಳನ್ನು ಹೇರಿ ಸಾವಿರಾರು ಭಯೋತ್ಪಾದಕ ದಾಳಿಗಳನ್ನು ನಡೆಸಿದೆ. ಕಳೆದ ನಾಲ್ಕು ದಶಕಗಳಲ್ಲಿ 20,000ಕ್ಕೂ ಹೆಚ್ಚು ಭಾರತೀಯರು ಭಯೋತ್ಪಾದಕ ದಾಳಿಗಳಲ್ಲಿ ಪ್ರಾಣ ಕಳೆದುಕೊಂಡಿದ್ದಾರೆ. ಪಹಲ್ಗಾಮ್‌ನಲ್ಲಿ ನಡೆದ ದಾಳಿ ಇದಕ್ಕೆ ಇತ್ತೀಚಿನ ಉದಾಹರಣೆಯಾಗಿದೆ. 1960ರ ಒಪ್ಪಂದದ ನಂತರ ತಂತ್ರಜ್ಞಾನ, ಜನಸಂಖ್ಯೆ ಹಾಗೂ ಹವಾಮಾನ ಬದಲಾವಣೆಯಂತಹ ಅಂಶಗಳಲ್ಲಿ ಮಹತ್ವದ ಬದಲಾವಣೆಗಳಾಗಿವೆ. ಈ ಹಿನ್ನೆಲೆಯಲ್ಲಿ ಒಪ್ಪಂದವನ್ನು ಪುನರ್ ಪರಿಶೀಲಿಸುವ ಅಗತ್ಯವಿದೆ ಎಂದು ಹೇಳಿದರು. ಪಾಕಿಸ್ತಾನ ಗಡಿಯಾಚೆಗಿನ ಭಯೋತ್ಪಾದನೆಯನ್ನು ಸಂಪೂರ್ಣವಾಗಿ ಕೈಬಿಡುವವರೆಗೆ ಒಪ್ಪಂದವನ್ನು ಸ್ಥಗಿತದಲ್ಲಿ ಇರಿಸಲಾಗುವುದು ಎಂದು ಭಾರತ ಸ್ಪಷ್ಟಪಡಿಸಿದೆ. 65 ವರ್ಷಗಳ ಹಿಂದೆ ಒಪ್ಪಂದ ಮಾಡಿಕೊಳ್ಳುವ ಮೂಲಕ ಭಾರತ ಉದಾರತೆ ಮೆರೆದಿತ್ತು.: [40, 567, 144, 662]
doctor-headline-line2: ಬಳಸಿ ವೈದ್ಯನಾಗಿದ್ದ ಡಾಕ್ಟರ್ ಬಂಧನ: [365, 821, 517, 837]
basava-story-text-cont2: 25.05.2025 ರಂದು ಅಖಿಲ ಭಾರತ ವೀರಶೈವ ಲಿಂಗಾಯತ ಮಹಾಸಭಾ ಯಲಹಂಕ ಘಟಕದ ವತಿಯಿಂದ ಯಲಹಂಕದ ಪಾರ್ವತಿ ಕಲ್ಯಾಣ ಮಂಟಪದಲ್ಲಿ ಜಗಜ್ಯೋತಿ ಬಸವೇಶ್ವರರ ಜಯಂತಿ ಕಾರ್ಯಕ್ರಮವನ್ನು ಹಮ್ಮಿಕೊಳ್ಳಲಾಗಿದೆ. ಕಾರ್ಯಕ್ರಮದ ಸಾನ್ನಿಧ್ಯವನ್ನು ವಿವಿಧ ಮಠಾಧೀಶರು ವಹಿಸಲಿದ್ದು, ಉದ್ಘಾಟನೆಯನ್ನು ಸ್ಥಳೀಯ ಶಾಸಕರು ನೆರವೇರಿಸಲಿದ್ದಾರೆ. ಮಹಾಸಭಾದ ರಾಜ್ಯ ಮತ್ತು ಜಿಲ್ಲಾ ಘಟಕದ ಪದಾಧಿಕಾರಿಗಳು, ಸಮಾಜದ ಮುಖಂಡರು ಭಾಗವಹಿಸಲಿದ್ದಾರೆ. ಇದೇ ಸಂದರ್ಭದಲ್ಲಿ ಸಮಾಜದ ಸಾಧಕರಿಗೆ ಸನ್ಮಾನ, ಪ್ರತಿಭಾವಂತ ವಿದ್ಯಾರ್ಥಿಗಳಿಗೆ ಪುರಸ್ಕಾರ ಹಾಗೂ ವಚನ ಗಾಯನ ಕಾರ್ಯಕ್ರಮ ನಡೆಯಲಿದೆ. ಬೆಳಿಗ್ಗೆ 10:30ಕ್ಕೆ ಬಸವೇಶ್ವರರ ಭಾವಚಿತ್ರದ ಮೆರವಣಿಗೆ ನಡೆಯಲಿದ್ದು, ಮಧ್ಯಾಹ್ನ 4.30ಕ್ಕೆ ಸಭಾ ಕಾರ್ಯಕ್ರಮ ಆರಂಭವಾಗಲಿದೆ. ಸಮಾಜ ಬಾಂಧವರು ಹೆಚ್ಚಿನ ಸಂಖ್ಯೆಯಲ್ಲಿ ಭಾಗವಹಿಸಿ ಕಾರ್ಯಕ್ರಮವನ್ನು ಯಶಸ್ವಿಗೊಳಿಸಬೇಕೆಂದು ಮಹಾಸಭಾದ ಅಧ್ಯಕ್ಷರು ಮನವಿ ಮಾಡಿದ್ದಾರೆ. ಬಸವಣ್ಣನವರ ತತ್ವಾದರ್ಶಗಳನ್ನು ಯುವ ಪೀಳಿಗೆಗೆ ತಲುಪಿಸುವ ಉದ್ದೇಶದಿಂದ ಈ ಕಾರ್ಯಕ್ರಮ ಆಯೋಜಿಸಲಾಗಿದೆ ಎಂದು ತಿಳಿಸಿದ್ದಾರೆ.: [255, 845, 359, 929]
basava-story-mid: [145, 909, 251, 1013]
monsoon-story-text: ನೈರುತ್ಯ ಮುಂಗಾರು ಕೇರಳ ಪ್ರವೇಶಿಸುವ ಮುನ್ನವೇ ರಾಜ್ಯದಲ್ಲಿ ವ್ಯಾಪಕ ಮಳೆಯಾಗುತ್ತಿದ್ದು, ಮುಂದಿನ ಐದು ದಿನಗಳ ಕಾಲ ಕರಾವಳಿ ಹಾಗೂ ಮಲೆನಾಡು ಜಿಲ್ಲೆಗಳಲ್ಲಿ ಭಾರಿ ಮಳೆಯಾಗುವ ಸಾಧ್ಯತೆ ಇದೆ ಎಂದು ಹವಾಮಾನ ಇಲಾಖೆ ಮುನ್ನೆಚ್ಚರಿಕೆ ನೀಡಿದೆ. ಅರಬ್ಬಿ ಸಮುದ್ರದಲ್ಲಿ ವಾಯುಭಾರ ಕುಸಿತ ಉಂಟಾಗಿರುವ ಹಿನ್ನೆಲೆಯಲ್ಲಿ ಉಡುಪಿ, ದಕ್ಷಿಣ ಕನ್ನಡ, ಉತ್ತರ ಕನ್ನಡ, ಶಿವಮೊಗ್ಗ, ಚಿಕ್ಕಮಗಳೂರು, ಕೊಡಗು ಮತ್ತು ಹಾಸನ ಜಿಲ್ಲೆಗಳಿಗೆ ರೆಡ್ ಅಲರ್ಟ್ ಘೋಷಿಸಲಾಗಿದೆ. ಮೀನುಗಾರರು ಸಮುದ್ರಕ್ಕೆ ಇಳಿಯದಂತೆ ಸೂಚಿಸಲಾಗಿದೆ. ಬೆಂಗಳೂರು ನಗರದಲ್ಲೂ ಗುಡುಗು ಸಹಿತ ಮಳೆಯಾಗುವ ಸಾಧ್ಯತೆ ಇದ್ದು ಜನರು ಎಚ್ಚರಿಕೆಯಿಂದ ಇರುವಂತೆ ತಿಳಿಸಲಾಗಿದೆ. ಗಂಟೆಗೆ 40 ರಿಂದ 50 ಕಿ.ಮೀ ವೇಗದಲ್ಲಿ ಗಾಳಿ ಬೀಸುವ ಸಾಧ್ಯತೆ ಇದೆ. ಉತ್ತರ ಒಳನಾಡಿನ ಜಿಲ್ಲೆಗಳಲ್ಲಿ ಸಾಧಾರಣ ಮಳೆಯಾಗಲಿದೆ. ಜಿಲ್ಲಾಡಳಿತಗಳು ಅಗತ್ಯ ಮುಂಜಾಗ್ರತಾ ಕ್ರಮ ಕೈಗೊಳ್ಳುವಂತೆ ಸರ್ಕಾರ ಸೂಚಿಸಿದೆ. ತಗ್ಗು ಪ್ರದೇಶದ ಜನರನ್ನು ಸುರಕ್ಷಿತ ಸ್ಥಳಗಳಿಗೆ ಸ್ಥಳಾಂತರಿಸಲು ಸಿದ್ಧತೆ ಮಾಡಿಕೊಳ್ಳಲಾಗಿದೆ. ರೈತರು ಬಿತ್ತನೆ ಕಾರ್ಯಕ್ಕೆ ಸಿದ್ಧತೆ ನಡೆಸಿದ್ದು ಉತ್ತಮ ಮುಂಗಾರಿನ ನಿರೀಕ್ಷೆಯಲ್ಲಿದ್ದಾರೆ. ಮುಂಗಾರು ಈ ಬಾರಿ ವಾಡಿಕೆಗಿಂತ ಮುಂಚಿತವಾಗಿ ಆಗಮಿಸುವ ಸಾಧ್ಯತೆ ಇದೆ ಎಂದು ಇಲಾಖೆ ತಿಳಿಸಿದೆ.: [365, 567, 467, 662]
doctor-headline-line1: ಸೃಷ್ಟಿಸಿತನ ಹೆಸರು-ಜಾತಿಪ್ರಮಾಣ ಪತ್ರ: [365, 801, 524, 817]
